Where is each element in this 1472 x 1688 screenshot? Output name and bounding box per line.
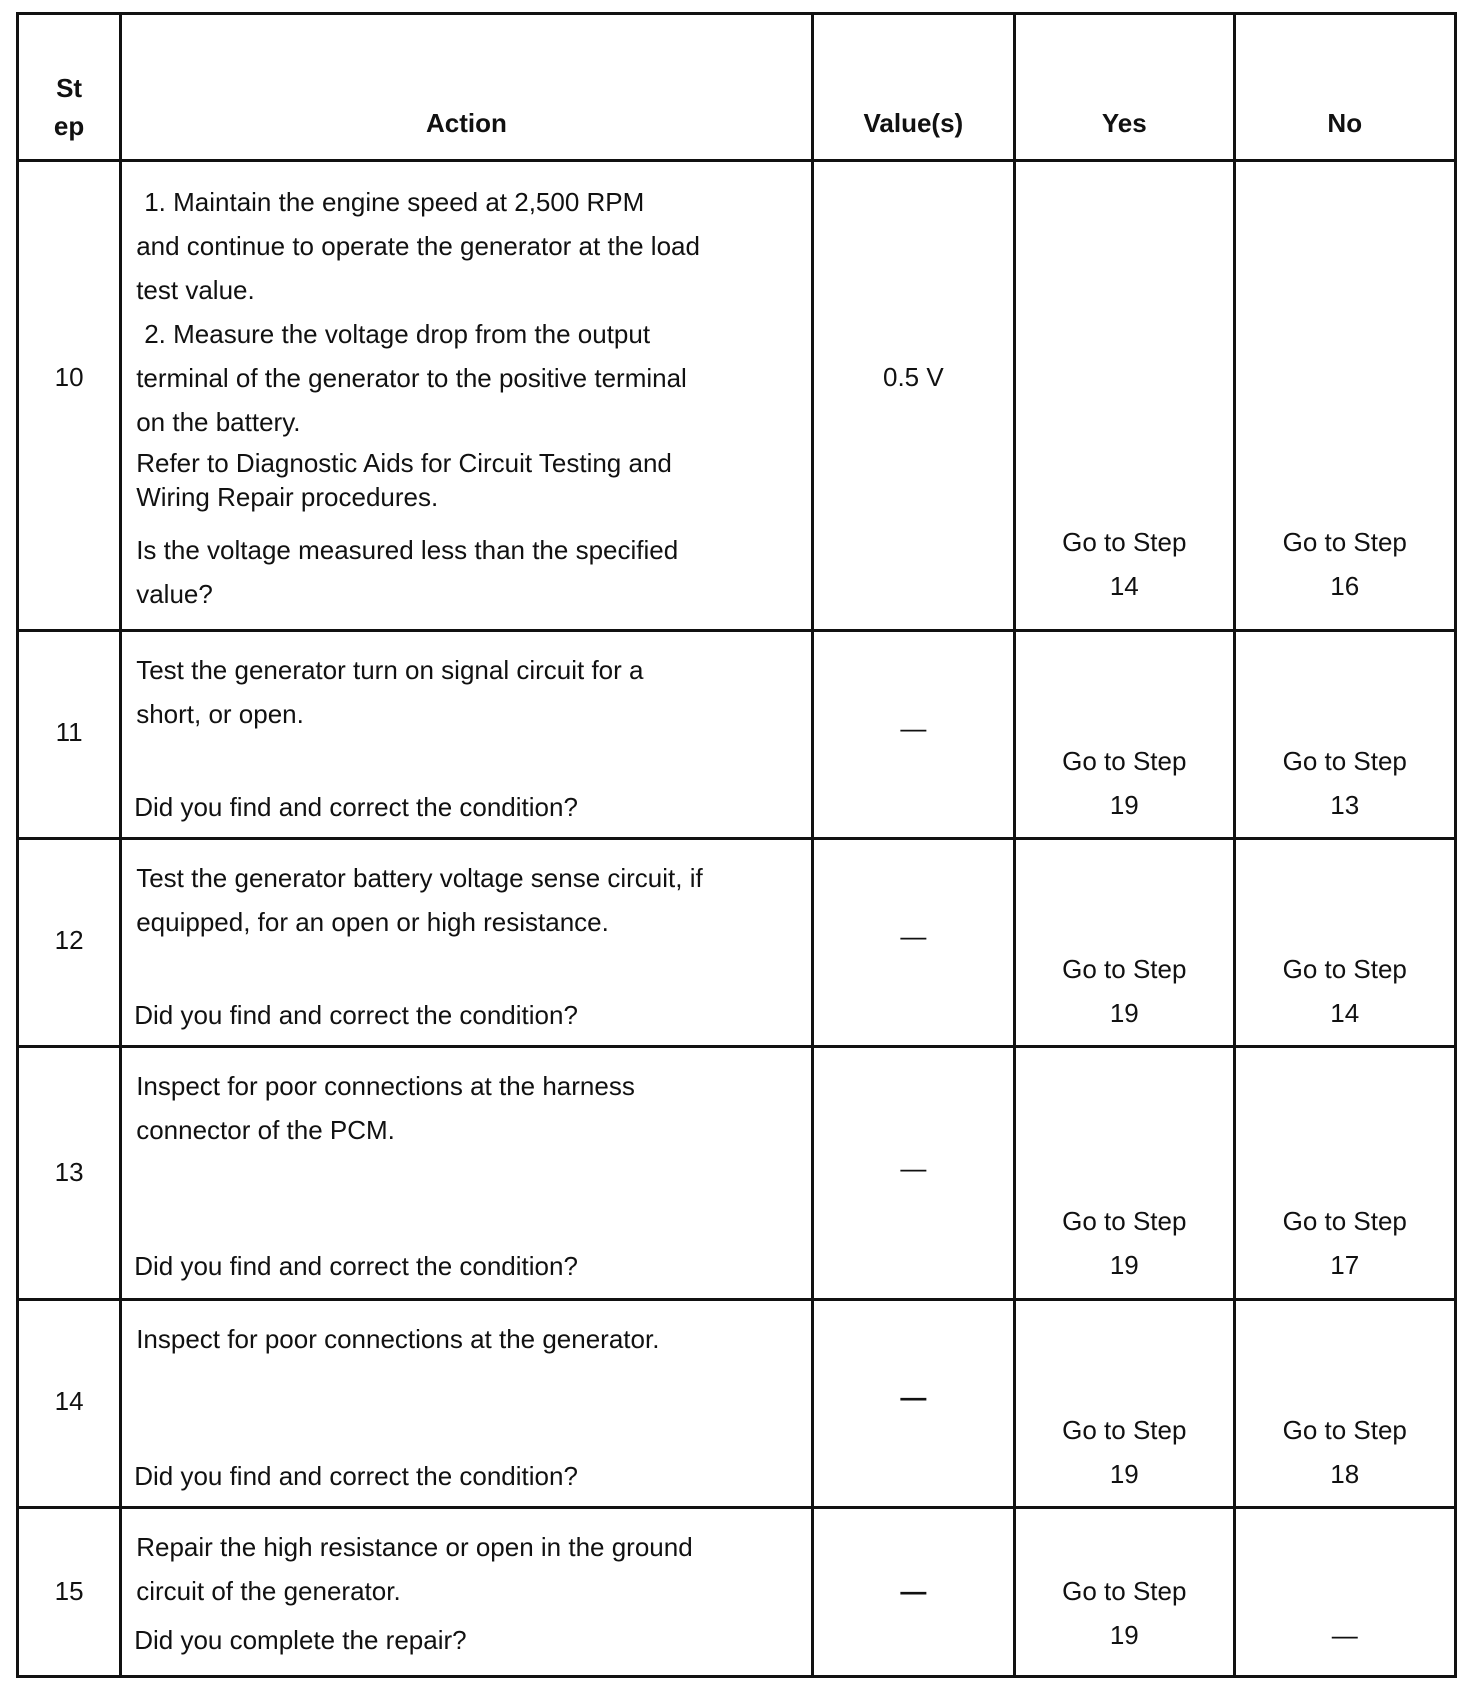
no-goto-step: 17 [1330, 1250, 1360, 1280]
action-cell [121, 1047, 812, 1300]
action-line: Repair the high resistance or open in the ground [136, 1532, 693, 1562]
no-goto-label: Go to Step [1282, 1206, 1407, 1236]
header-step-line2: ep [53, 111, 85, 141]
action-cell [121, 1300, 812, 1508]
table-row [18, 1047, 1456, 1300]
header-yes: Yes [1015, 14, 1234, 161]
diagnostic-table [16, 12, 1457, 1678]
question-line: Did you find and correct the condition? [134, 1251, 578, 1281]
step-number: 12 [54, 925, 84, 955]
yes-goto-label: Go to Step [1062, 1415, 1187, 1445]
value-cell [812, 839, 1014, 1047]
step-number: 13 [54, 1157, 84, 1187]
action-cell [121, 1508, 812, 1677]
question-line: Did you find and correct the condition? [134, 1461, 578, 1491]
no-cell [1234, 161, 1455, 631]
no-goto-label: Go to Step [1282, 746, 1407, 776]
yes-cell [1015, 631, 1234, 839]
yes-goto-step: 19 [1109, 1459, 1139, 1489]
value-cell [812, 1300, 1014, 1508]
header-action: Action [121, 14, 812, 161]
no-goto-label: Go to Step [1282, 1415, 1407, 1445]
no-cell [1234, 631, 1455, 839]
step-number: 15 [54, 1576, 84, 1606]
action-line: short, or open. [136, 699, 304, 729]
yes-cell [1015, 1508, 1234, 1677]
step-number: 14 [54, 1386, 84, 1416]
no-cell [1234, 839, 1455, 1047]
question-line: value? [136, 579, 213, 609]
value-text: — [900, 1153, 927, 1183]
yes-goto-label: Go to Step [1062, 746, 1187, 776]
table-row [18, 161, 1456, 631]
action-cell [121, 631, 812, 839]
no-cell [1234, 1508, 1455, 1677]
no-goto-label: Go to Step [1282, 527, 1407, 557]
action-line: connector of the PCM. [136, 1115, 395, 1145]
step-cell [18, 839, 121, 1047]
question-line: Did you find and correct the condition? [134, 792, 578, 822]
value-text: — [900, 713, 927, 743]
action-line: 2. Measure the voltage drop from the output [144, 319, 651, 349]
value-text: — [900, 1576, 927, 1606]
no-goto-label: Go to Step [1282, 954, 1407, 984]
header-step [18, 14, 121, 161]
yes-goto-step: 19 [1109, 998, 1139, 1028]
no-goto-step: 16 [1330, 571, 1360, 601]
table-row [18, 1300, 1456, 1508]
yes-goto-label: Go to Step [1062, 1576, 1187, 1606]
table-row [18, 839, 1456, 1047]
no-goto-step: 18 [1330, 1459, 1360, 1489]
action-line: 1. Maintain the engine speed at 2,500 RPM [144, 187, 645, 217]
yes-cell [1015, 1047, 1234, 1300]
yes-goto-step: 19 [1109, 1250, 1139, 1280]
yes-cell [1015, 161, 1234, 631]
reference-line: Refer to Diagnostic Aids for Circuit Testing and [136, 448, 672, 478]
action-cell [121, 161, 812, 631]
action-line: on the battery. [136, 407, 301, 437]
action-line: circuit of the generator. [136, 1576, 401, 1606]
yes-goto-step: 19 [1109, 1620, 1139, 1650]
action-cell [121, 839, 812, 1047]
step-cell [18, 1047, 121, 1300]
no-cell [1234, 1300, 1455, 1508]
value-text: 0.5 V [882, 362, 944, 392]
action-line: terminal of the generator to the positive terminal [136, 363, 687, 393]
yes-goto-label: Go to Step [1062, 527, 1187, 557]
no-value-text: — [1331, 1620, 1358, 1650]
no-cell [1234, 1047, 1455, 1300]
action-line: Inspect for poor connections at the generator. [136, 1324, 660, 1354]
value-text: — [900, 1382, 927, 1412]
question-line: Is the voltage measured less than the specified [136, 535, 679, 565]
question-line: Did you find and correct the condition? [134, 1000, 578, 1030]
yes-goto-label: Go to Step [1062, 1206, 1187, 1236]
action-line: Test the generator turn on signal circuit for a [136, 655, 644, 685]
header-step-line1: St [56, 73, 83, 103]
action-line: equipped, for an open or high resistance. [136, 907, 609, 937]
action-line: Inspect for poor connections at the harness [136, 1071, 635, 1101]
step-number: 11 [55, 717, 83, 747]
yes-goto-step: 19 [1109, 790, 1139, 820]
step-number: 10 [54, 362, 84, 392]
step-cell [18, 161, 121, 631]
question-line: Did you complete the repair? [134, 1625, 467, 1655]
header-values: Value(s) [812, 14, 1014, 161]
reference-line: Wiring Repair procedures. [136, 482, 439, 512]
table-row [18, 1508, 1456, 1677]
value-cell [812, 161, 1014, 631]
no-goto-step: 13 [1330, 790, 1360, 820]
yes-goto-step: 14 [1109, 571, 1139, 601]
step-cell [18, 631, 121, 839]
header-row [18, 14, 1456, 161]
yes-cell [1015, 839, 1234, 1047]
value-cell [812, 631, 1014, 839]
action-line: Test the generator battery voltage sense circuit, if [136, 863, 703, 893]
yes-goto-label: Go to Step [1062, 954, 1187, 984]
header-no: No [1234, 14, 1455, 161]
table-row [18, 631, 1456, 839]
step-cell [18, 1300, 121, 1508]
action-line: test value. [136, 275, 255, 305]
step-cell [18, 1508, 121, 1677]
value-cell [812, 1508, 1014, 1677]
no-goto-step: 14 [1330, 998, 1360, 1028]
value-text: — [900, 921, 927, 951]
value-cell [812, 1047, 1014, 1300]
action-line: and continue to operate the generator at the load [136, 231, 700, 261]
yes-cell [1015, 1300, 1234, 1508]
